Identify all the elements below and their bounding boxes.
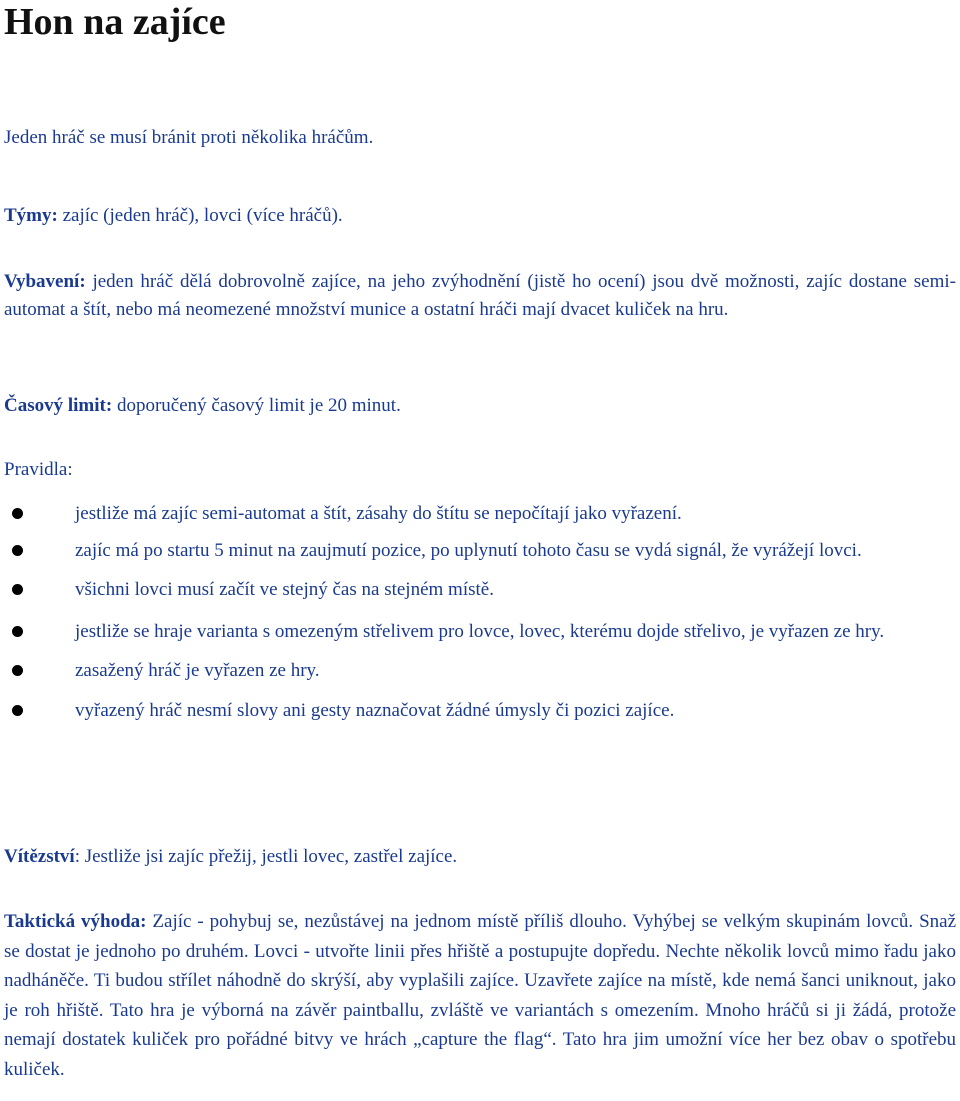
equipment-paragraph: [4, 268, 956, 324]
rule-item: [4, 697, 956, 724]
equipment-text: jeden hráč dělá dobrovolně zajíce, na jeho zvýhodnění (jistě ho ocení) jsou dvě možnosti, zajíc dostane semi-automat a štít, nebo má neomezené množství munice a ostatní hráči mají dvacet kuliček na hru.: [4, 271, 956, 320]
rule-text: jestliže se hraje varianta s omezeným střelivem pro lovce, lovec, kterému dojde střelivo, je vyřazen ze hry.: [75, 621, 885, 642]
rule-text: zasažený hráč je vyřazen ze hry.: [75, 660, 320, 681]
rules-heading: Pravidla:: [4, 459, 73, 480]
rule-item: [4, 500, 956, 527]
victory-text: : Jestliže jsi zajíc přežij, jestli lovec, zastřel zajíce.: [74, 846, 458, 867]
rule-text: zajíc má po startu 5 minut na zaujmutí pozice, po uplynutí tohoto času se vydá signál, že vyrážejí lovci.: [75, 540, 862, 561]
rule-item: [4, 576, 956, 603]
teams-text: zajíc (jeden hráč), lovci (více hráčů).: [57, 205, 343, 226]
time-limit-text: doporučený časový limit je 20 minut.: [112, 395, 401, 416]
rule-item: [4, 657, 956, 684]
bullet-icon: [12, 584, 23, 595]
rules-list: [4, 500, 956, 724]
teams-paragraph: [4, 201, 956, 230]
bullet-icon: [12, 626, 23, 637]
bullet-icon: [12, 665, 23, 676]
time-limit-paragraph: [4, 391, 956, 420]
victory-paragraph: [4, 842, 956, 871]
bullet-icon: [12, 705, 23, 716]
teams-label: Týmy:: [4, 205, 58, 226]
intro-text: Jeden hráč se musí bránit proti několika hráčům.: [4, 127, 374, 148]
bullet-icon: [12, 508, 23, 519]
tactic-text: Zajíc - pohybuj se, nezůstávej na jednom místě příliš dlouho. Vyhýbej se velkým skupinám lovců. Snaž se dostat je jednoho po druhém. Lovci - utvořte linii přes hřiště a postupujte dopředu. Nechte několik lovců mimo řadu jako nadháněče. Ti budou střílet náhodně do skrýší, aby vyplašili zajíce. Uzavřete zajíce na místě, kde nemá šanci uniknout, jako je roh hřiště. Tato hra je výborná na závěr paintballu, zvláště ve variantách s omezením. Mnoho hráčů si ji žádá, protože nemají dostatek kuliček pro pořádné bitvy ve hrách „capture the flag“. Tato hra jim umožní více her bez obav o spotřebu kuliček.: [4, 911, 957, 1080]
page-title: Hon na zajíce: [4, 1, 226, 43]
rule-text: jestliže má zajíc semi-automat a štít, zásahy do štítu se nepočítají jako vyřazení.: [75, 503, 682, 524]
victory-label: Vítězství: [4, 846, 75, 867]
tactic-paragraph: [4, 907, 956, 1084]
rule-item: [4, 537, 956, 564]
time-limit-label: Časový limit:: [4, 395, 113, 416]
rule-text: vyřazený hráč nesmí slovy ani gesty naznačovat žádné úmysly či pozici zajíce.: [75, 700, 675, 721]
rule-item: [4, 618, 956, 645]
equipment-label: Vybavení:: [4, 271, 86, 292]
rules-heading-paragraph: [4, 455, 956, 484]
intro-paragraph: [4, 123, 956, 152]
rule-text: všichni lovci musí začít ve stejný čas na stejném místě.: [75, 579, 494, 600]
tactic-label: Taktická výhoda:: [4, 911, 147, 932]
bullet-icon: [12, 545, 23, 556]
